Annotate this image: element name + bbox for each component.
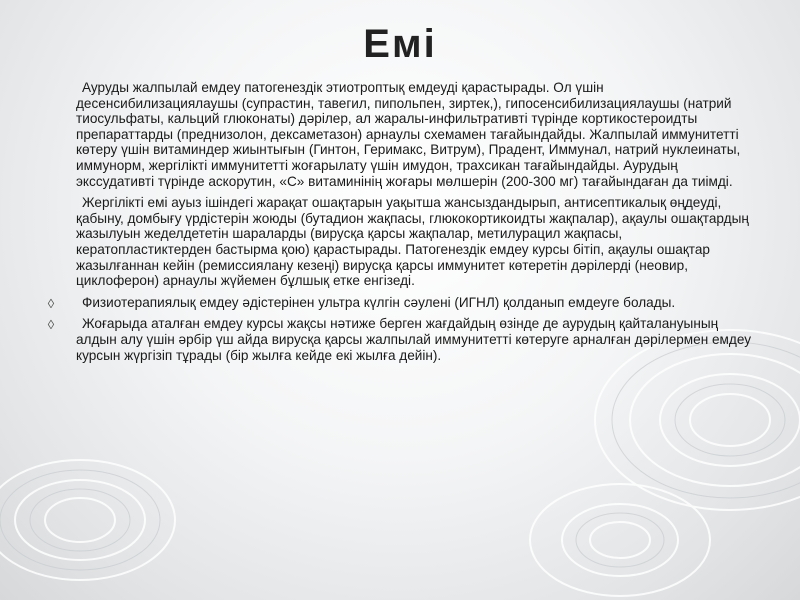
list-item	[40, 295, 752, 311]
list-item	[40, 195, 752, 289]
diamond-bullet-icon: ◊	[47, 317, 55, 333]
bullet-text: Жергілікті емі ауыз ішіндегі жарақат ошақтарын уақытша жансыздандырып, антисептикалық өңдеуді, қабыну, домбығу үрдістерін жоюды (бутадион жақпасы, глюкокортикоидты жақпалар), ақаулы ошақтардың жазылуын жеделдететін шараларды (вирусқа қарсы жақпалар, метилурацил жақпасы, кератопластиктерден бастырма қою) қарастырады. Патогенездік емдеу курсы бітіп, ақаулы ошақтар жазылғаннан кейін (ремиссиялану кезеңі) вирусқа қарсы иммунитет көтеретін дәрілерді (неовир, циклоферон) арнаулы жүйемен бұлшық етке енгізеді.	[76, 195, 749, 289]
bullet-text: Жоғарыда аталған емдеу курсы жақсы нәтиже берген жағдайдың өзінде де аурудың қайталануының алдын алу үшін әрбір үш айда вирусқа қарсы жалпылай иммунитетті көтеруге арналған дәрілермен емдеу курсын жүргізіп тұрады (бір жылға кейде екі жылға дейін).	[76, 316, 752, 363]
diamond-bullet-icon: ◊	[47, 295, 55, 311]
bullet-text: Ауруды жалпылай емдеу патогенездік этиотроптық емдеуді қарастырады. Ол үшін десенсибилизациялаушы (супрастин, тавегил, пипольпен, зиртек,), гипосенсибилизациялаушы (натрий тиосульфаты, кальций глюконаты) дәрілер, ал жаралы-инфильтративті түрінде кортикостероидты препараттарды (преднизолон, дексаметазон) арнаулы схемамен тағайындайды. Жалпылай иммунитетті көтеру үшін витаминдер жиынтығын (Гинтон, Геримакс, Витрум), Прадент, Иммунал, натрий нуклеинаты, иммуноpм, жергілікті иммунитетті жоғарылату үшін имудон, трахсикан тағайындайды. Аурудың экссудативті түрінде аскорутин, «С» витаминінің жоғары мөлшерін (200-300 мг) тағайындаған да тиімді.	[76, 80, 741, 189]
list-item	[40, 316, 752, 363]
bullet-list	[40, 80, 752, 369]
bullet-text: Физиотерапиялық емдеу әдістерінен ультра күлгін сәулені (ИГНЛ) қолданып емдеуге болады.	[82, 294, 676, 310]
list-item	[40, 80, 752, 189]
slide-title: Емі	[363, 22, 437, 66]
